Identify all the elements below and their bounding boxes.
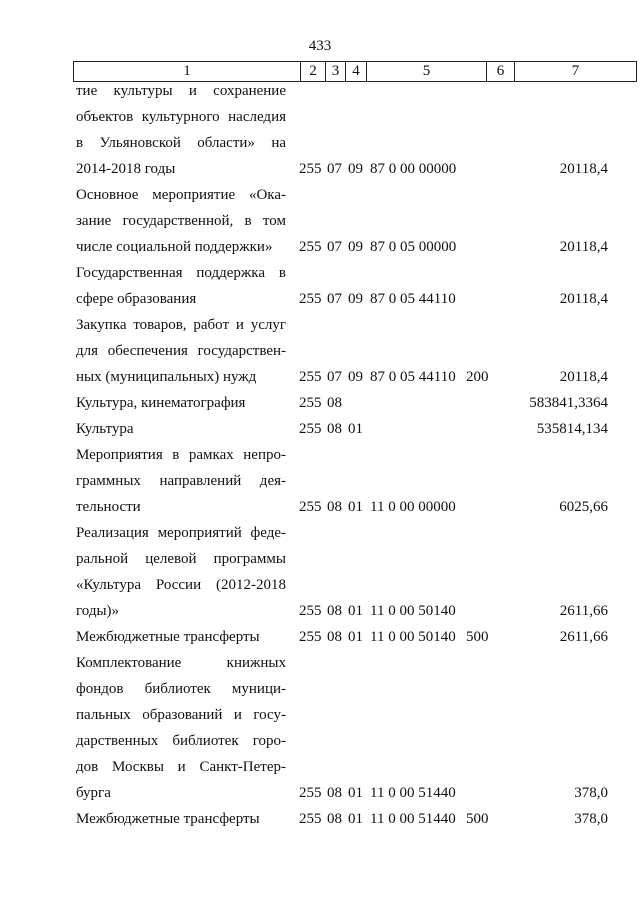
row-description: [76, 182, 286, 260]
description-line: Культура: [76, 421, 134, 437]
description-line: для обеспечения государствен-: [76, 343, 286, 359]
description-line: ральной целевой программы: [76, 551, 286, 567]
description-line: фондов библиотек муници-: [76, 681, 286, 697]
description-line: тельности: [76, 499, 141, 515]
amount-value: 20118,4: [559, 291, 608, 307]
item-code: 09: [348, 161, 363, 177]
target-article-code: 11 0 00 50140: [370, 603, 456, 619]
subsection-code: 08: [327, 811, 342, 827]
description-line: пальных образований и госу-: [76, 707, 286, 723]
item-code: 01: [348, 785, 363, 801]
amount-value: 20118,4: [559, 161, 608, 177]
row-description: [76, 624, 286, 650]
target-article-code: 87 0 00 00000: [370, 161, 457, 177]
description-line: Закупка товаров, работ и услуг: [76, 317, 286, 333]
header-col-6: 6: [487, 62, 515, 82]
description-line: Межбюджетные трансферты: [76, 811, 260, 827]
row-description: [76, 312, 286, 390]
amount-value: 378,0: [574, 811, 608, 827]
header-col-3: 3: [326, 62, 346, 82]
item-code: 09: [348, 291, 363, 307]
description-line: зание государственной, в том: [76, 213, 286, 229]
target-article-code: 11 0 00 51440: [370, 811, 456, 827]
subsection-code: 07: [327, 369, 342, 385]
target-article-code: 87 0 05 00000: [370, 239, 457, 255]
amount-value: 378,0: [574, 785, 608, 801]
item-code: 01: [348, 811, 363, 827]
section-code: 255: [299, 421, 322, 437]
description-line: дарственных библиотек горо-: [76, 733, 286, 749]
subsection-code: 08: [327, 629, 342, 645]
section-code: 255: [299, 239, 322, 255]
description-line: Комплектование книжных: [76, 655, 286, 671]
subsection-code: 08: [327, 603, 342, 619]
section-code: 255: [299, 161, 322, 177]
section-code: 255: [299, 499, 322, 515]
row-description: [76, 442, 286, 520]
expense-type-code: 500: [466, 811, 489, 827]
item-code: 09: [348, 369, 363, 385]
subsection-code: 08: [327, 785, 342, 801]
description-line: Межбюджетные трансферты: [76, 629, 260, 645]
item-code: 01: [348, 603, 363, 619]
description-line: объектов культурного наследия: [76, 109, 286, 125]
description-line: Государственная поддержка в: [76, 265, 286, 281]
amount-value: 583841,3364: [529, 395, 608, 411]
header-col-1: 1: [74, 62, 301, 82]
row-description: [76, 78, 286, 182]
section-code: 255: [299, 629, 322, 645]
target-article-code: 11 0 00 51440: [370, 785, 456, 801]
section-code: 255: [299, 811, 322, 827]
row-description: [76, 260, 286, 312]
amount-value: 2611,66: [559, 603, 608, 619]
item-code: 09: [348, 239, 363, 255]
row-description: [76, 806, 286, 832]
description-line: тие культуры и сохранение: [76, 83, 286, 99]
amount-value: 20118,4: [559, 369, 608, 385]
header-col-2: 2: [301, 62, 326, 82]
header-col-5: 5: [367, 62, 487, 82]
item-code: 01: [348, 499, 363, 515]
description-line: сфере образования: [76, 291, 197, 307]
description-line: Мероприятия в рамках непро-: [76, 447, 286, 463]
amount-value: 20118,4: [559, 239, 608, 255]
item-code: 01: [348, 421, 363, 437]
description-line: Культура, кинематография: [76, 395, 246, 411]
description-line: граммных направлений дея-: [76, 473, 286, 489]
subsection-code: 07: [327, 239, 342, 255]
amount-value: 6025,66: [559, 499, 608, 515]
amount-value: 2611,66: [559, 629, 608, 645]
header-col-7: 7: [515, 62, 637, 82]
row-description: [76, 416, 286, 442]
expense-type-code: 200: [466, 369, 489, 385]
target-article-code: 87 0 05 44110: [370, 291, 456, 307]
description-line: 2014-2018 годы: [76, 161, 176, 177]
description-line: Основное мероприятие «Ока-: [76, 187, 286, 203]
amount-value: 535814,134: [536, 421, 608, 437]
description-line: бурга: [76, 785, 111, 801]
target-article-code: 11 0 00 50140: [370, 629, 456, 645]
header-col-4: 4: [346, 62, 367, 82]
description-line: Реализация мероприятий феде-: [76, 525, 286, 541]
subsection-code: 07: [327, 291, 342, 307]
subsection-code: 08: [327, 421, 342, 437]
section-code: 255: [299, 291, 322, 307]
item-code: 01: [348, 629, 363, 645]
expense-type-code: 500: [466, 629, 489, 645]
description-line: ных (муниципальных) нужд: [76, 369, 257, 385]
section-code: 255: [299, 395, 322, 411]
target-article-code: 11 0 00 00000: [370, 499, 456, 515]
section-code: 255: [299, 369, 322, 385]
row-description: [76, 520, 286, 624]
target-article-code: 87 0 05 44110: [370, 369, 456, 385]
section-code: 255: [299, 785, 322, 801]
row-description: [76, 650, 286, 806]
section-code: 255: [299, 603, 322, 619]
description-line: в Ульяновской области» на: [76, 135, 286, 151]
row-description: [76, 390, 286, 416]
subsection-code: 08: [327, 395, 342, 411]
description-line: «Культура России (2012-2018: [76, 577, 286, 593]
description-line: годы)»: [76, 603, 120, 619]
description-line: дов Москвы и Санкт-Петер-: [76, 759, 286, 775]
subsection-code: 07: [327, 161, 342, 177]
subsection-code: 08: [327, 499, 342, 515]
description-line: числе социальной поддержки»: [76, 239, 273, 255]
page-number: 433: [308, 38, 332, 54]
